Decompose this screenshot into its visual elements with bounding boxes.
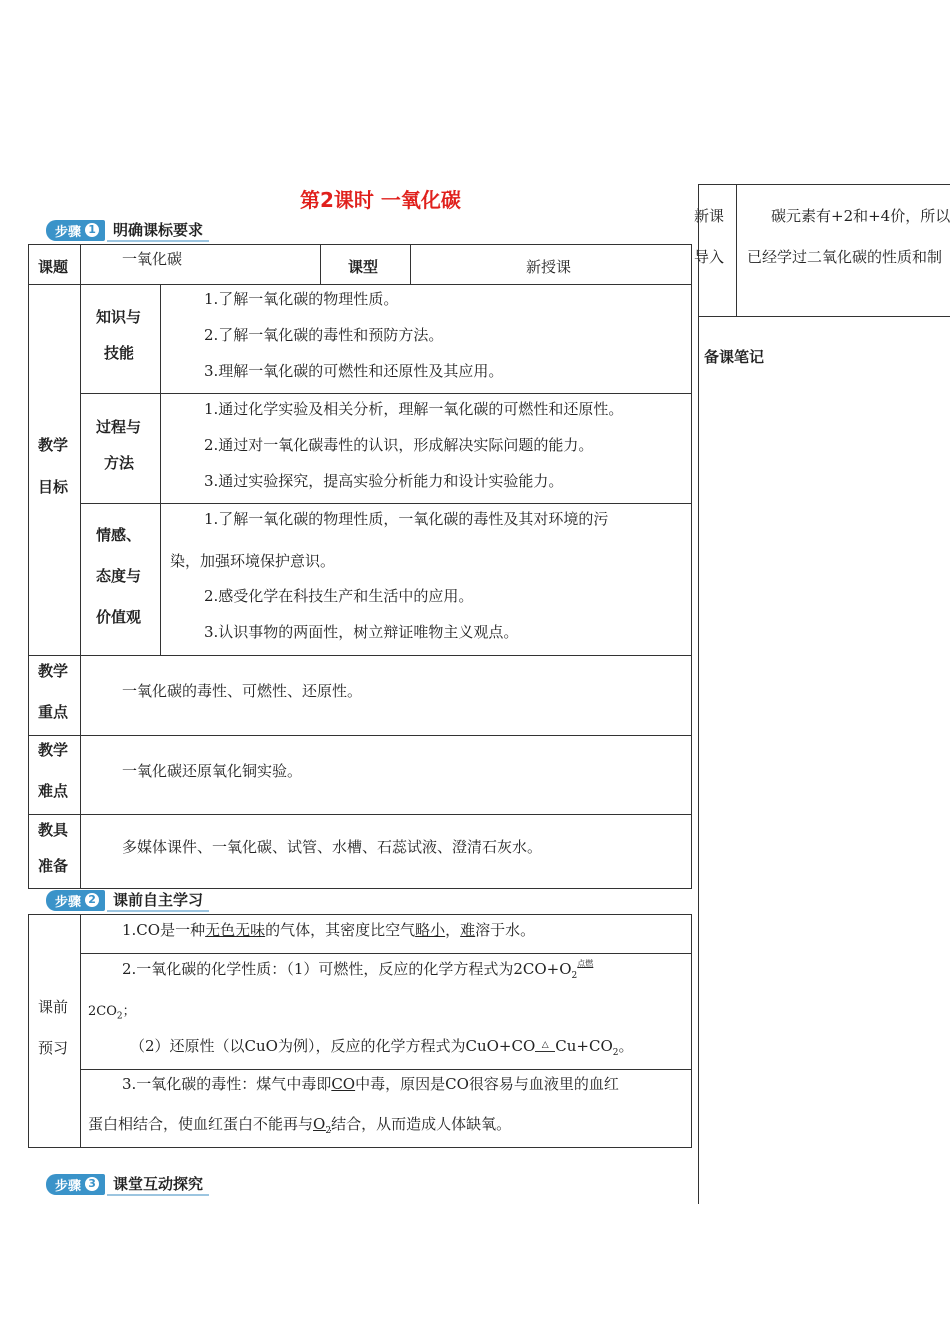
subscript: 2 xyxy=(571,971,578,981)
text-span: O xyxy=(313,1115,326,1133)
knowledge-item: 2.了解一氧化碳的毒性和预防方法。 xyxy=(204,326,444,344)
emotion-item: 染，加强环境保护意识。 xyxy=(170,552,336,570)
text-span: 1.CO是一种 xyxy=(122,921,206,939)
preview-label-2: 预习 xyxy=(38,1039,69,1057)
goals-label-2: 目标 xyxy=(38,478,69,496)
step-2-header xyxy=(46,890,209,910)
subscript: 2 xyxy=(325,1126,332,1136)
key-label-1: 教学 xyxy=(38,662,69,680)
hard-value: 一氧化碳还原氧化铜实验。 xyxy=(122,762,303,780)
step-3-badge-text: 步骤 xyxy=(55,1178,82,1194)
emotion-item: 1.了解一氧化碳的物理性质，一氧化碳的毒性及其对环境的污 xyxy=(204,510,609,528)
process-label-1: 过程与 xyxy=(96,418,142,436)
key-label-2: 重点 xyxy=(38,703,69,721)
intro-label-2: 导入 xyxy=(694,248,725,266)
process-item: 2.通过对一氧化碳毒性的认识，形成解决实际问题的能力。 xyxy=(204,436,594,454)
heat-condition-icon: △ xyxy=(535,1041,555,1052)
knowledge-item: 1.了解一氧化碳的物理性质。 xyxy=(204,290,399,308)
text-span: 溶于水。 xyxy=(475,921,536,939)
preview-line-1 xyxy=(122,919,535,940)
text-span: Cu+CO xyxy=(555,1037,613,1055)
answer-colorless-odorless: 无色无味 xyxy=(205,921,266,939)
step-3-title: 课堂互动探究 xyxy=(107,1173,209,1196)
text-span: 的气体，其密度比空气 xyxy=(265,921,416,939)
key-value: 一氧化碳的毒性、可燃性、还原性。 xyxy=(122,682,363,700)
knowledge-label-2: 技能 xyxy=(104,344,135,362)
text-span: 2CO xyxy=(88,1004,117,1019)
side-divider xyxy=(698,184,699,1204)
page-title: 第2课时 一氧化碳 xyxy=(300,188,461,212)
intro-text xyxy=(737,196,950,306)
text-span: 中毒，原因是CO很容易与血液里的血红 xyxy=(355,1075,619,1093)
topic-value: 一氧化碳 xyxy=(122,250,183,268)
text-span: 结合，从而造成人体缺氧。 xyxy=(331,1115,512,1133)
tools-label-1: 教具 xyxy=(38,821,69,839)
emotion-item: 2.感受化学在科技生产和生活中的应用。 xyxy=(204,587,474,605)
step-2-title: 课前自主学习 xyxy=(107,889,209,912)
reaction-condition: 点燃 xyxy=(577,959,594,968)
text-span: ； xyxy=(122,1004,136,1019)
text-span: 。 xyxy=(618,1037,634,1055)
preview-line-5 xyxy=(122,1073,619,1094)
emotion-label-2: 态度与 xyxy=(96,567,142,585)
process-item: 3.通过实验探究，提高实验分析能力和设计实验能力。 xyxy=(204,472,564,490)
emotion-item: 3.认识事物的两面性，树立辩证唯物主义观点。 xyxy=(204,623,519,641)
knowledge-label-1: 知识与 xyxy=(96,308,142,326)
step-1-header xyxy=(46,220,209,240)
step-2-badge xyxy=(46,890,105,911)
step-2-number: 2 xyxy=(85,893,99,907)
step-1-title: 明确课标要求 xyxy=(107,219,209,242)
intro-line-1: 碳元素有+2和+4价，所以 xyxy=(771,207,950,225)
text-span: 3.一氧化碳的毒性：煤气中毒即 xyxy=(122,1075,332,1093)
step-1-badge xyxy=(46,220,105,241)
type-label: 课型 xyxy=(348,258,379,276)
preview-label-1: 课前 xyxy=(38,998,69,1016)
text-span: （2）还原性（以CuO为例），反应的化学方程式为CuO+CO xyxy=(130,1037,536,1055)
step-3-badge xyxy=(46,1174,105,1195)
goals-label-1: 教学 xyxy=(38,436,69,454)
step-1-number: 1 xyxy=(85,223,99,237)
text-span: 2.一氧化碳的化学性质：（1）可燃性，反应的化学方程式为2CO+O xyxy=(122,960,572,978)
intro-line-2: 已经学过二氧化碳的性质和制 xyxy=(747,248,943,266)
lesson-notes-heading: 备课笔记 xyxy=(704,348,765,366)
subscript: 2 xyxy=(612,1048,619,1058)
type-value: 新授课 xyxy=(526,258,572,276)
preview-line-3 xyxy=(88,1000,136,1022)
intro-label-1: 新课 xyxy=(694,207,725,225)
knowledge-item: 3.理解一氧化碳的可燃性和还原性及其应用。 xyxy=(204,362,504,380)
emotion-label-3: 价值观 xyxy=(96,608,142,626)
answer-hard: 难 xyxy=(460,921,476,939)
answer-o2 xyxy=(313,1115,332,1136)
subscript: 2 xyxy=(116,1011,123,1022)
step-1-badge-text: 步骤 xyxy=(55,224,82,240)
topic-label: 课题 xyxy=(38,258,69,276)
process-item: 1.通过化学实验及相关分析，理解一氧化碳的可燃性和还原性。 xyxy=(204,400,624,418)
answer-slightly-less: 略小 xyxy=(415,921,446,939)
hard-label-2: 难点 xyxy=(38,782,69,800)
preview-line-6 xyxy=(88,1113,511,1136)
hard-label-1: 教学 xyxy=(38,741,69,759)
text-span: 蛋白相结合，使血红蛋白不能再与 xyxy=(88,1115,314,1133)
tools-value: 多媒体课件、一氧化碳、试管、水槽、石蕊试液、澄清石灰水。 xyxy=(122,838,543,856)
preview-line-2 xyxy=(122,958,593,981)
step-3-header xyxy=(46,1174,209,1194)
emotion-label-1: 情感、 xyxy=(96,526,142,544)
step-3-number: 3 xyxy=(85,1177,99,1191)
preview-line-4 xyxy=(130,1035,634,1058)
step-2-badge-text: 步骤 xyxy=(55,894,82,910)
text-span: ， xyxy=(445,921,461,939)
process-label-2: 方法 xyxy=(104,454,135,472)
answer-co: CO xyxy=(331,1075,356,1093)
tools-label-2: 准备 xyxy=(38,857,69,875)
